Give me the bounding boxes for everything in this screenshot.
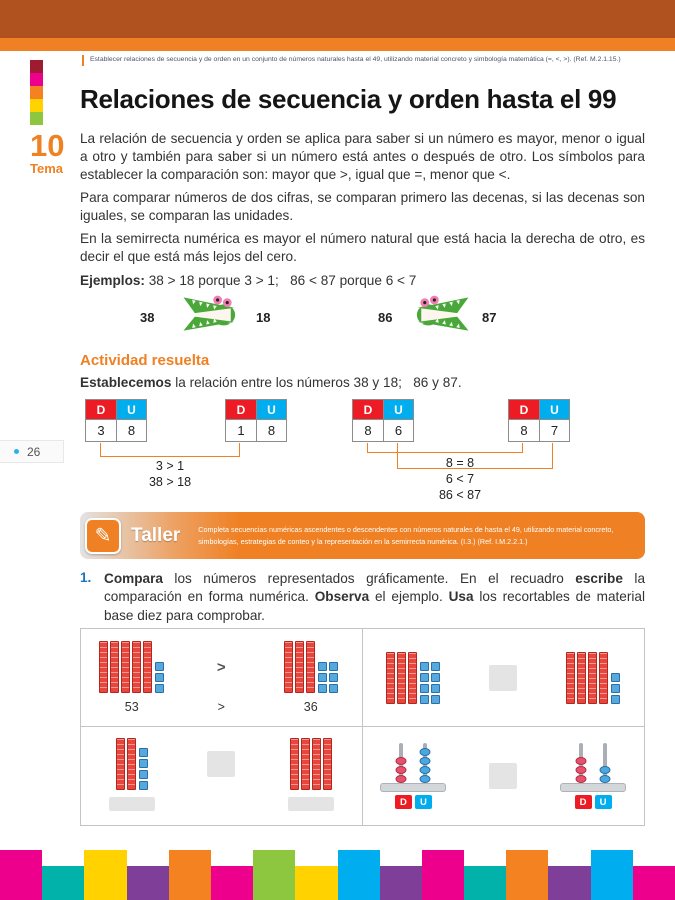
tens-rod bbox=[110, 641, 119, 693]
color-square bbox=[30, 86, 43, 99]
taller-label: Taller bbox=[131, 524, 181, 546]
unit-cube bbox=[139, 781, 148, 790]
color-block bbox=[591, 850, 633, 900]
base-ten-blocks bbox=[386, 652, 440, 704]
comparison-text: 8 = 8 bbox=[445, 456, 475, 470]
curricular-objective: Establecer relaciones de secuencia y de orden en un conjunto de números naturales hasta el 49, utilizando material concreto y simbología matemática (=, <, >). (Ref. M.2.1.15.) bbox=[82, 55, 644, 66]
color-square bbox=[30, 112, 43, 125]
text-segment: Usa bbox=[448, 589, 474, 605]
unit-cube bbox=[611, 684, 620, 693]
paragraph-3: En la semirrecta numérica es mayor el número natural que está hacia la derecha de otro, es decir el que está más lejos del cero. bbox=[80, 231, 645, 265]
page-number-tab bbox=[0, 440, 64, 463]
abacus-bead bbox=[396, 775, 407, 783]
color-block bbox=[338, 850, 380, 900]
paragraph-2: Para comparar números de dos cifras, se comparan primero las decenas, si las decenas son iguales, se comparan las unidades. bbox=[80, 190, 645, 224]
tens-rod bbox=[143, 641, 152, 693]
tens-rod bbox=[99, 641, 108, 693]
unit-cube bbox=[431, 662, 440, 671]
unit-cube bbox=[420, 662, 429, 671]
unit-cube bbox=[155, 684, 164, 693]
abacus-bead bbox=[420, 775, 431, 783]
abacus-bead bbox=[576, 766, 587, 774]
comparison-text: 38 > 18 bbox=[148, 475, 192, 489]
tens-rod bbox=[312, 738, 321, 790]
tens-rod bbox=[397, 652, 406, 704]
text-segment: el ejemplo. bbox=[369, 589, 449, 605]
unit-cube bbox=[329, 662, 338, 671]
place-value-tables-area bbox=[80, 399, 645, 505]
taller-banner bbox=[80, 512, 645, 559]
unit-cube bbox=[139, 770, 148, 779]
color-block bbox=[380, 866, 422, 900]
du-table-86 bbox=[352, 399, 414, 442]
color-squares-decoration bbox=[30, 60, 80, 125]
color-block bbox=[0, 850, 42, 900]
comparison-sign: > bbox=[216, 658, 226, 676]
tens-rod bbox=[121, 641, 130, 693]
color-block bbox=[211, 866, 253, 900]
comparison-text: 6 < 7 bbox=[445, 472, 475, 486]
color-block bbox=[253, 850, 295, 900]
ones-value: 8 bbox=[116, 419, 146, 441]
unit-cube bbox=[611, 695, 620, 704]
answer-box[interactable] bbox=[207, 751, 235, 777]
number-left-pair1: 38 bbox=[140, 310, 155, 325]
tens-rod bbox=[323, 738, 332, 790]
color-block bbox=[84, 850, 126, 900]
activity-intro-rest: la relación entre los números 38 y 18; 86 y 87. bbox=[171, 375, 462, 390]
answer-sign: > bbox=[217, 700, 225, 714]
base-ten-blocks bbox=[290, 738, 332, 790]
abacus-base bbox=[380, 783, 446, 792]
text-segment: Compara bbox=[104, 571, 163, 586]
activity-intro bbox=[80, 375, 645, 390]
page-marker-dot bbox=[14, 449, 19, 454]
tens-rod bbox=[132, 641, 141, 693]
color-block bbox=[506, 850, 548, 900]
tens-rod bbox=[127, 738, 136, 790]
ones-label: U bbox=[415, 795, 432, 809]
blocks-comparison bbox=[369, 652, 639, 704]
ones-header: U bbox=[539, 400, 569, 419]
page-number: 26 bbox=[27, 444, 41, 459]
ones-header: U bbox=[256, 400, 286, 419]
exercise-1 bbox=[80, 570, 645, 625]
tens-header: D bbox=[353, 400, 383, 419]
number-left-pair2: 86 bbox=[378, 310, 393, 325]
base-ten-blocks bbox=[99, 641, 164, 693]
tens-rod bbox=[301, 738, 310, 790]
crocodile-illustrations bbox=[80, 294, 645, 342]
tens-rod bbox=[116, 738, 125, 790]
tens-rod bbox=[566, 652, 575, 704]
tens-value: 1 bbox=[226, 419, 256, 441]
text-segment: escribe bbox=[575, 571, 623, 586]
abacus bbox=[560, 743, 626, 809]
exercise-cell-blocks-3 bbox=[81, 727, 363, 825]
crocodile-icon bbox=[416, 294, 472, 339]
top-banner-light bbox=[0, 38, 675, 51]
abacus-post bbox=[423, 743, 427, 783]
abacus-bead bbox=[576, 775, 587, 783]
text-segment: la comparación en forma numérica. bbox=[104, 571, 645, 605]
ones-header: U bbox=[116, 400, 146, 419]
base-ten-blocks bbox=[566, 652, 620, 704]
abacus-bead bbox=[600, 766, 611, 774]
color-block bbox=[633, 866, 675, 900]
unit-cube bbox=[420, 695, 429, 704]
abacus-comparison bbox=[369, 743, 639, 809]
examples-line bbox=[80, 272, 645, 290]
tens-header: D bbox=[226, 400, 256, 419]
abacus-bead bbox=[420, 757, 431, 765]
tens-header: D bbox=[509, 400, 539, 419]
blocks-comparison bbox=[87, 641, 356, 693]
top-banner-dark bbox=[0, 0, 675, 38]
page-title: Relaciones de secuencia y orden hasta el 99 bbox=[80, 84, 617, 114]
examples-text: 38 > 18 porque 3 > 1; 86 < 87 porque 6 < 7 bbox=[144, 272, 417, 288]
unit-cube bbox=[329, 673, 338, 682]
color-block bbox=[464, 866, 506, 900]
color-block bbox=[127, 866, 169, 900]
answer-row bbox=[87, 797, 356, 814]
answer-row bbox=[87, 700, 356, 714]
tens-rod bbox=[386, 652, 395, 704]
abacus-post bbox=[579, 743, 583, 783]
tens-label: D bbox=[395, 795, 412, 809]
tens-rod bbox=[408, 652, 417, 704]
unit-cube bbox=[431, 684, 440, 693]
comparison-bracket bbox=[100, 443, 240, 457]
unit-cube bbox=[611, 673, 620, 682]
exercise-grid bbox=[80, 628, 645, 826]
crocodile-icon bbox=[180, 294, 236, 339]
abacus-bead bbox=[420, 766, 431, 774]
base-ten-blocks bbox=[284, 641, 338, 693]
tens-value: 8 bbox=[353, 419, 383, 441]
taller-description: Completa secuencias numéricas ascendentes o descendentes con números naturales de hasta el 49, utilizando material concreto, simbologías, estrategias de conteo y la representación en la semirrecta numérica. (I.3.) (Ref. I.M.2.2.1.) bbox=[198, 524, 614, 546]
tens-value: 3 bbox=[86, 419, 116, 441]
unit-cube bbox=[155, 662, 164, 671]
exercise-instructions bbox=[104, 570, 645, 625]
unit-cube bbox=[155, 673, 164, 682]
exercise-cell-example bbox=[81, 629, 363, 727]
unit-cube bbox=[329, 684, 338, 693]
du-table-38 bbox=[85, 399, 147, 442]
ones-value: 8 bbox=[256, 419, 286, 441]
tema-label: Tema bbox=[30, 161, 63, 176]
number-right-pair1: 18 bbox=[256, 310, 271, 325]
answer-number: 53 bbox=[124, 700, 139, 714]
color-block bbox=[42, 866, 84, 900]
color-square bbox=[30, 60, 43, 73]
examples-label: Ejemplos: bbox=[80, 272, 145, 288]
intro-text bbox=[80, 130, 645, 295]
abacus-bead bbox=[600, 775, 611, 783]
exercise-cell-abacus bbox=[363, 727, 645, 825]
unit-cube bbox=[139, 759, 148, 768]
abacus-base bbox=[560, 783, 626, 792]
answer-box[interactable] bbox=[489, 763, 517, 789]
exercise-number: 1. bbox=[80, 570, 92, 585]
exercise-cell-blocks-2 bbox=[363, 629, 645, 727]
du-table-18 bbox=[225, 399, 287, 442]
text-segment: los recortables de material base diez para comprobar. bbox=[104, 589, 645, 623]
tema-number: 10 bbox=[30, 128, 65, 163]
abacus-bead bbox=[420, 748, 431, 756]
color-block bbox=[548, 866, 590, 900]
comparison-text: 3 > 1 bbox=[155, 459, 185, 473]
color-square bbox=[30, 99, 43, 112]
abacus-post bbox=[399, 743, 403, 783]
ones-value: 7 bbox=[539, 419, 569, 441]
color-block bbox=[422, 850, 464, 900]
unit-cube bbox=[318, 684, 327, 693]
unit-cube bbox=[420, 684, 429, 693]
base-ten-blocks bbox=[116, 738, 148, 790]
activity-intro-bold: Establecemos bbox=[80, 375, 172, 390]
ones-label: U bbox=[595, 795, 612, 809]
unit-cube bbox=[139, 748, 148, 757]
answer-spacer bbox=[177, 797, 267, 814]
abacus-bead bbox=[396, 757, 407, 765]
tens-rod bbox=[577, 652, 586, 704]
color-block bbox=[295, 866, 337, 900]
text-segment: Observa bbox=[314, 589, 370, 605]
number-right-pair2: 87 bbox=[482, 310, 497, 325]
tens-rod bbox=[306, 641, 315, 693]
tens-rod bbox=[588, 652, 597, 704]
ones-header: U bbox=[383, 400, 413, 419]
unit-cube bbox=[318, 673, 327, 682]
tema-column bbox=[30, 60, 80, 176]
comparison-text: 86 < 87 bbox=[438, 488, 482, 502]
paragraph-1: La relación de secuencia y orden se aplica para saber si un número es mayor, menor o igual a otro y también para saber si un número está antes o después de otro. Los símbolos para establecer la comparación son: mayor que >, igual que =, menor que <. bbox=[80, 131, 645, 183]
abacus-bead bbox=[576, 757, 587, 765]
abacus-bead bbox=[396, 766, 407, 774]
text-segment: los números representados gráficamente. En el recuadro bbox=[162, 571, 576, 586]
answer-box[interactable] bbox=[109, 797, 155, 811]
unit-cube bbox=[431, 695, 440, 704]
color-square bbox=[30, 73, 43, 86]
abacus bbox=[380, 743, 446, 809]
activity-heading: Actividad resuelta bbox=[80, 352, 210, 369]
tens-rod bbox=[284, 641, 293, 693]
unit-cube bbox=[318, 662, 327, 671]
footer-color-strip bbox=[0, 846, 675, 900]
pencil-icon: ✎ bbox=[85, 518, 121, 554]
du-table-87 bbox=[508, 399, 570, 442]
blocks-comparison bbox=[87, 738, 356, 790]
tens-value: 8 bbox=[509, 419, 539, 441]
abacus-post bbox=[603, 743, 607, 783]
tens-rod bbox=[290, 738, 299, 790]
tens-rod bbox=[295, 641, 304, 693]
ones-value: 6 bbox=[383, 419, 413, 441]
tens-label: D bbox=[575, 795, 592, 809]
unit-cube bbox=[420, 673, 429, 682]
unit-cube bbox=[431, 673, 440, 682]
answer-box[interactable] bbox=[489, 665, 517, 691]
color-block bbox=[169, 850, 211, 900]
answer-box[interactable] bbox=[288, 797, 334, 811]
tens-header: D bbox=[86, 400, 116, 419]
answer-number: 36 bbox=[303, 700, 318, 714]
tens-rod bbox=[599, 652, 608, 704]
